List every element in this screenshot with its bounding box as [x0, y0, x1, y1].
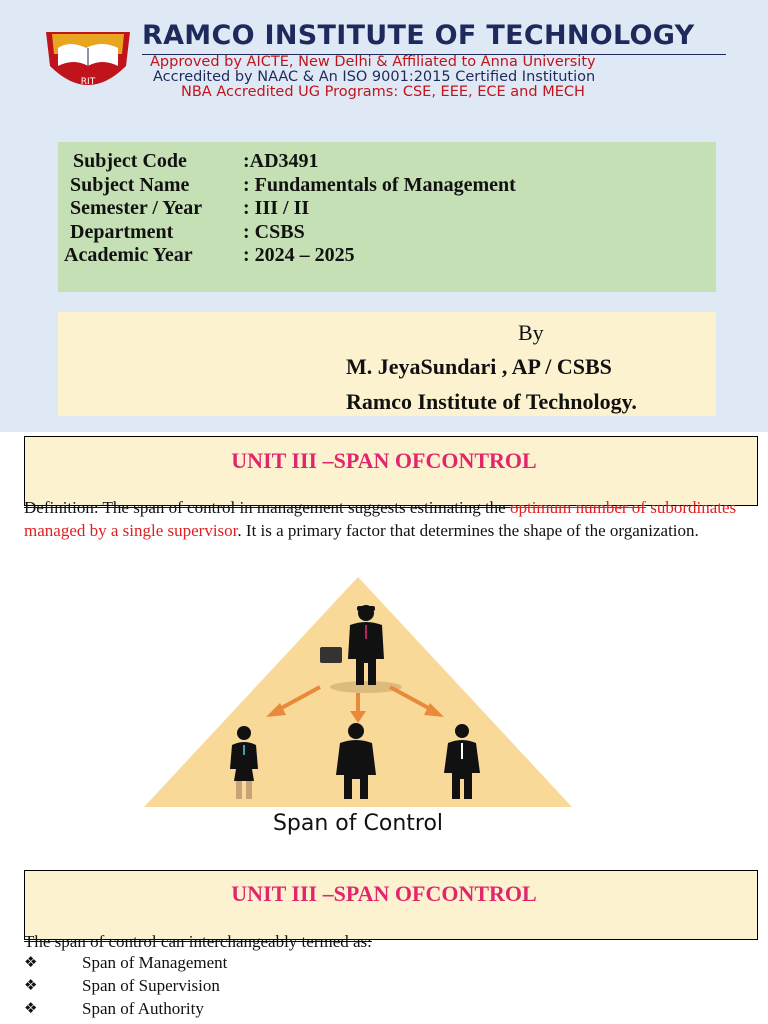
diamond-bullet-icon: ❖: [24, 999, 38, 1017]
list-item-text: Span of Supervision: [82, 976, 220, 995]
section2-intro: The span of control can interchangeably termed as:: [24, 932, 372, 951]
span-of-control-figure: [140, 575, 576, 837]
unit-title-1: UNIT III –SPAN OFCONTROL: [231, 448, 537, 473]
definition-highlight-1: optimum number of: [509, 498, 646, 517]
diamond-bullet-icon: ❖: [24, 953, 38, 971]
list-item-text: Span of Authority: [82, 999, 204, 1018]
logo-text: RIT: [80, 77, 96, 87]
definition-prefix: Definition: The span of control in management suggests estimating the: [24, 498, 510, 517]
diamond-bullet-icon: ❖: [24, 976, 38, 994]
department-value: : CSBS: [243, 221, 305, 243]
author-institution: Ramco Institute of Technology.: [346, 389, 637, 414]
definition-suffix: . It is a primary factor that determines the shape: [237, 521, 563, 540]
nba-line: NBA Accredited UG Programs: CSE, EEE, ECE and MECH: [181, 84, 585, 100]
definition-line3: of the organization.: [566, 521, 699, 540]
accreditation-line: Accredited by NAAC & An ISO 9001:2015 Certified Institution: [153, 69, 596, 85]
semester-label: Semester / Year: [70, 197, 203, 219]
definition-paragraph: [24, 496, 754, 542]
definition-highlight-2: subordinates managed by a single supervisor: [24, 498, 737, 540]
semester-value: : III / II: [243, 197, 310, 219]
by-label: By: [518, 320, 544, 345]
unit-title-2: UNIT III –SPAN OFCONTROL: [231, 881, 537, 906]
approval-line: Approved by AICTE, New Delhi & Affiliated to Anna University: [150, 54, 596, 70]
department-label: Department: [70, 221, 174, 243]
subject-name-label: Subject Name: [70, 174, 190, 196]
institute-logo: [40, 26, 136, 100]
subject-code-label: Subject Code: [73, 150, 187, 172]
institute-name: RAMCO INSTITUTE OF TECHNOLOGY: [142, 20, 695, 51]
subject-code-value: :AD3491: [243, 150, 319, 172]
subject-name-value: : Fundamentals of Management: [243, 174, 516, 196]
academic-year-value: : 2024 – 2025: [243, 244, 355, 266]
author-name: M. JeyaSundari , AP / CSBS: [346, 354, 612, 379]
academic-year-label: Academic Year: [64, 244, 193, 266]
list-item-text: Span of Management: [82, 953, 228, 972]
figure-caption: Span of Control: [272, 811, 444, 836]
